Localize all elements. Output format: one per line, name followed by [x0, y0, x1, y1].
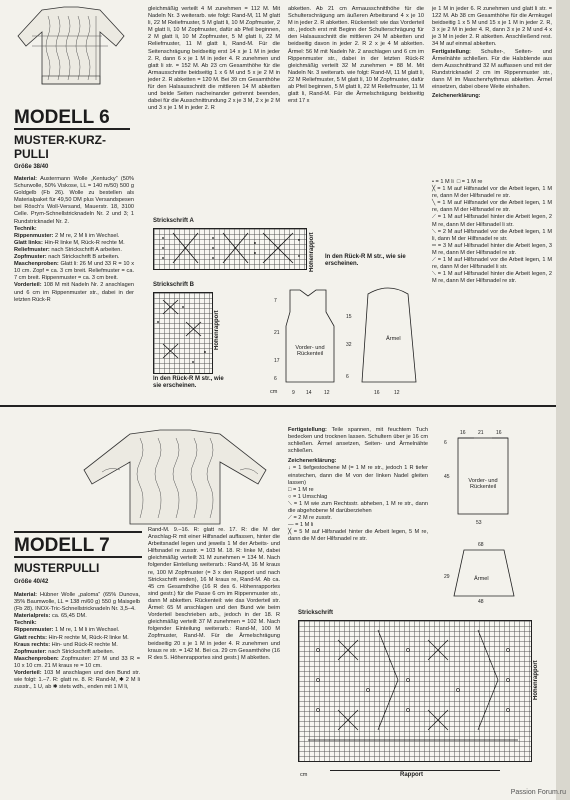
legend-symbol-li-icon: • [432, 179, 436, 185]
svg-text:12: 12 [324, 390, 330, 396]
m7-col3: Fertigstellung: Teile spannen, mit feuchtem Tuch bedecken und trocknen lassen. Schultern über je 16 cm schließen. Ärmel ansetzen, Seiten- und Ärmelnähte schließen. Zeichenerklärung: ↓ = 1 tiefgestochene M (= 1 M re str., jedoch 1 R tiefer einstechen, dann die M von der linken Nadel gleiten lassen) □ = 1 M re ○ = 1 Umschlag ⟍ = 1 M wie zum Rechtsstr. abheben, 1 M re str., dann die abgehobene M darüberziehen ⟋ = 2 M re zusstr. — = 1 M li ╳ = 5 M auf Hilfsnadel hinter die Arbeit legen, 5 M re, dann die M der Hilfsnadel re str. [288, 427, 429, 543]
modell-7-title: MUSTERPULLI [14, 561, 100, 575]
cross-symbol-icon: ⟍ [432, 228, 438, 235]
rueck-note-a: In den Rück-R M str., wie sie erscheinen. [325, 254, 406, 267]
m7-col1: Material: Hübner Wolle „paloma“ (65% Dunova, 35% Baumwolle, LL = 138 m/60 g) 550 g Maisgelb (Fb 28). INOX-Tric-Schnellstricknadeln Nr. 3,5–4. Materialpreis: ca. 65,45 DM. Technik: Rippenmuster: 1 M re, 1 M li im Wechsel. Glatt rechts: Hin-R rechte M, Rück-R linke M. Kraus rechts: Hin- und Rück-R rechte M. Zopfmuster: nach Strickschrift arbeiten. Maschenproben: Zopfmuster: 27 M und 33 R = 10 x 10 cm. 21 M kraus re = 10 cm. Vorderteil: 103 M anschlagen und den Bund str. wie folgt: 1.–7. R: glatt re. 8. R: Rand-M, ✱ 2 M li zusstr., 1 U, ab ✱ stets wdh., enden mit 1 M li, [14, 592, 141, 691]
m7-cm-label: cm [300, 772, 308, 778]
sweater-6-illustration [12, 6, 130, 88]
svg-text:32: 32 [346, 342, 352, 348]
svg-text:16: 16 [460, 430, 466, 436]
cross-symbol-icon: ⟋ [432, 257, 438, 264]
rapport-label: Rapport [400, 772, 423, 778]
legend-zusstr-icon: ⟋ [288, 515, 294, 522]
legend-symbol-re-icon: □ [456, 179, 462, 185]
legend-tief-icon: ↓ [288, 465, 293, 472]
legend-re-icon: □ [288, 486, 293, 493]
svg-text:68: 68 [478, 542, 484, 548]
svg-text:6: 6 [444, 440, 447, 446]
legend-abheben-icon: ⟍ [288, 500, 294, 507]
svg-text:16: 16 [374, 390, 380, 396]
modell-6-title-1: MUSTER-KURZ- [14, 133, 106, 147]
m6-col3: abketten. Ab 21 cm Armausschnitthöhe für die Schulterschrägung am äußeren Arbeitsrand 4 x je 10 M in jeder 2. R abketten. Rückenteil: wie das Vorderteil str., jedoch erst mit Beginn der Schulterschrägung für den Halsausschnitt die mittleren 24 M abketten und beidseitig davon in jeder 2. R 2 x je 4 M abketten. Ärmel: 56 M mit Nadeln Nr. 2 anschlagen und 6 cm im Rippenmuster str., dabei in der letzten Rück-R gleichmäßig verteilt 32 M zunehmen = 88 M. Mit Nadeln Nr. 3 weiterarb. wie folgt: Rand-M, 11 M glatt li, 22 M Reliefmuster, 5 M glatt li, 10 M Zopfmuster, dafür ab Pfeil beginnen, 5 M glatt li, 22 M Reliefmuster, 11 M glatt li, Rand-M. Für die Ärmelschrägung beidseitig erst 17 x [288, 6, 424, 105]
strickschrift-b-label: Strickschrift B [153, 282, 195, 288]
svg-text:53: 53 [476, 520, 482, 526]
m6-schematic [270, 282, 430, 400]
svg-text:21: 21 [274, 330, 280, 336]
rueck-note-b: In den Rück-R M str., wie sie erscheinen. [153, 376, 224, 389]
m6-legend: • = 1 M li □ = 1 M re ╳ = 1 M auf Hilfsnadel vor die Arbeit legen, 1 M re, dann M der Hilfsnadel re str. ╲ = 1 M auf Hilfsnadel vor die Arbeit legen, 1 M re, dann M der Hilfsnadel re str. ⟋ = 1 M auf Hilfsnadel hinter die Arbeit legen, 2 M re, dann M der Hilfsnadel li str. ⟍ = 2 M auf Hilfsnadel vor die Arbeit legen, 1 M li, dann M der Hilfsnadel re str. ═ = 3 M auf Hilfsnadel hinter die Arbeit legen, 3 M re, dann M der Hilfsnadel re str. ⟋ = 1 M auf Hilfsnadel vor die Arbeit legen, 1 M re, dann M der Hilfsnadel li str. ⟍ = 1 M auf Hilfsnadel hinter die Arbeit legen, 2 M re, dann M der Hilfsnadel re str. [432, 179, 552, 285]
strickschrift-b-pattern [153, 292, 211, 372]
m6-col4: je 1 M in jeder 6. R zunehmen und glatt li str. = 122 M. Ab 38 cm Gesamthöhe für die Armkugel beidseitig 1 x 5 M und 15 x je 1 M in jeder 2. R, 3 x je 2 M in jeder 4. R, dann 3 x je 2 M und 4 x je 3 M in jeder 2. R abketten. Anschließend rest. 34 M auf einmal abketten. Fertigstellung: Schulter-, Seiten- und Ärmelnähte schließen. Für die Halsblende aus dem Ausschnittrand 32 M auffassen und mit der Rundstricknadel 2 cm im Rippenmuster str., dann M im Maschenrhythmus abketten. Ärmel einsetzen, dabei obere Weite einhalten. Zeichenerklärung: [432, 6, 552, 100]
svg-text:17: 17 [274, 358, 280, 364]
cross-symbol-icon: ═ [432, 242, 438, 249]
svg-text:7: 7 [274, 298, 277, 304]
strickschrift-a-label: Strickschrift A [153, 218, 194, 224]
modell-7-rule-top [14, 531, 142, 533]
svg-text:9: 9 [292, 390, 295, 396]
legend-cable-icon: ╳ [288, 529, 294, 536]
m7-hoehenrapport-label: Höhenrapport [533, 660, 539, 700]
cross-symbol-icon: ╲ [432, 200, 438, 207]
rapport-bar [330, 770, 500, 771]
svg-text:12: 12 [394, 390, 400, 396]
svg-text:6: 6 [274, 376, 277, 382]
modell-7-size: Größe 40/42 [14, 579, 49, 585]
svg-text:21: 21 [478, 430, 484, 436]
m7-strickschrift-label: Strickschrift [298, 610, 334, 616]
m6-diagram-front-label: Vorder- und Rückenteil [295, 345, 325, 357]
m6-col1: Material: Austermann Wolle „Kentucky“ (50% Schurwolle, 50% Viskose, LL = 140 m/50) 500 g Goldgelb (Fb 26). Wolle zu bestellen als Materialpaket für 49,50 DM plus Versandspesen bei Rösch's Woll-Versand, Mauerstr. 18, 3100 Celle. Prym-Schnellstricknadeln Nr. 2 und 3; 1 Rundstricknadel Nr. 2. Technik: Rippenmuster: 2 M re, 2 M li im Wechsel. Glatt links: Hin-R linke M, Rück-R rechte M. Reliefmuster: nach Strickschrift A arbeiten. Zopfmuster: nach Strickschrift B arbeiten. Maschenproben: Glatt li: 26 M und 33 R = 10 x 10 cm. Zopf = ca. 3 cm breit. Reliefmuster = ca. 7 cm breit. Rippenmuster = ca. 3 cm breit. Vorderteil: 108 M mit Nadeln Nr. 2 anschlagen und 6 cm im Rippenmuster str., dabei in der letzten Rück-R [14, 176, 134, 303]
strickschrift-a-pattern [153, 228, 305, 268]
svg-text:45: 45 [444, 474, 450, 480]
svg-text:48: 48 [478, 599, 484, 603]
sweater-7-illustration [80, 428, 270, 528]
section-divider [0, 405, 556, 407]
cross-symbol-icon: ⟍ [432, 271, 438, 278]
cross-symbol-icon: ╳ [432, 186, 438, 193]
svg-text:6: 6 [346, 374, 349, 380]
modell-6-title-2: PULLI [14, 147, 49, 161]
hoehenrapport-a-label: Höhenrapport [309, 232, 315, 272]
m7-diagram-sleeve-label: Ärmel [474, 576, 489, 582]
modell-6-size: Größe 38/40 [14, 164, 49, 170]
legend-li-icon: — [288, 522, 296, 529]
m7-col2: Rand-M. 9.–16. R: glatt re. 17. R: die M der Anschlag-R mit einer Hilfsnadel auffassen, hinter die Arbeitsnadel legen und jeweils 1 M der Arbeits- und Hilfsnadel re zusstr. = 103 M. 18. R: linke M, dabei gleichmäßig verteilt 31 M zunehmen = 134 M. Nach folgender Einteilung weiterarb.: Rand-M, 16 M kraus re, 100 M Zopfmuster (= 3 x den Rapport und nach Strickschrift enden), 16 M kraus re, Rand-M. Ab ca. 45 cm Gesamthöhe (16 R des 6. Höhenrapportes sind gestr.) für die Passe 6 cm im Rippenmuster str., dann M abketten. Rückenteil: wie das Vorderteil str. Ärmel: 65 M anschlagen und den Bund wie beim Vorderteil beschrieben arb., jedoch in der 18. R gleichmäßig verteilt 37 M zunehmen = 102 M. Nach folgender Einteilung weiterarb.: Rand-M, 100 M Zopfmuster, Rand-M. Für die Ärmelschrägung beidseitig 20 x je 1 M in jeder 4. R zunehmen und kraus re str. = 142 M. Bei ca. 29 cm Gesamthöhe (16 R des 5. Höhenrapportes sind gestr.) M abketten. [148, 527, 280, 661]
m7-strickschrift-pattern [298, 620, 530, 760]
page-edge-strip [556, 0, 570, 800]
m6-diagram-sleeve-label: Ärmel [386, 336, 401, 342]
legend-umschlag-icon: ○ [288, 493, 293, 500]
hoehenrapport-b-label: Höhenrapport [214, 310, 220, 350]
modell-6-rule [14, 128, 130, 130]
m6-col2: gleichmäßig verteilt 4 M zunehmen = 112 M. Mit Nadeln Nr. 3 weiterarb. wie folgt: Rand-M, 11 M glatt li, 22 M Reliefmuster, 5 M glatt li, 10 M Zopfmuster, 2 M glatt li, 10 M Zopfmuster, dafür ab Pfeil beginnen, 2 M glatt li, 10 M Zopfmuster, 5 M glatt li, 22 M Reliefmuster, 11 M glatt li, Rand-M. Für die Seitenschrägung beidseitig erst 14 x je 1 M in jeder 2. R, dann 6 x je 1 M in jeder 4. R zunehmen und glatt li str. = 152 M. Ab 23 cm Gesamthöhe für die Armausschnitte beidseitig 1 x 6 M und 5 x je 2 M in jeder 2. R abketten = 120 M. Bei 39 cm Gesamthöhe für den Halsausschnitt die mittleren 14 M abketten und beide Seiten nacheinander getrennt beenden, dabei für die Ausschnittrundung 2 x je 3 M, 2 x je 2 M und 3 x je 1 M in jeder 2. R [148, 6, 280, 112]
modell-7-heading: MODELL 7 [14, 535, 110, 556]
cross-symbol-icon: ⟋ [432, 214, 438, 221]
m7-diagram-front-label: Vorder- und Rückenteil [468, 478, 498, 490]
svg-text:14: 14 [306, 390, 312, 396]
m6-cm-label: cm [270, 389, 278, 395]
svg-text:29: 29 [444, 574, 450, 580]
watermark: Passion Forum.ru [510, 789, 566, 796]
modell-6-heading: MODELL 6 [14, 107, 110, 128]
svg-text:15: 15 [346, 314, 352, 320]
svg-text:16: 16 [496, 430, 502, 436]
modell-7-rule [14, 556, 142, 558]
